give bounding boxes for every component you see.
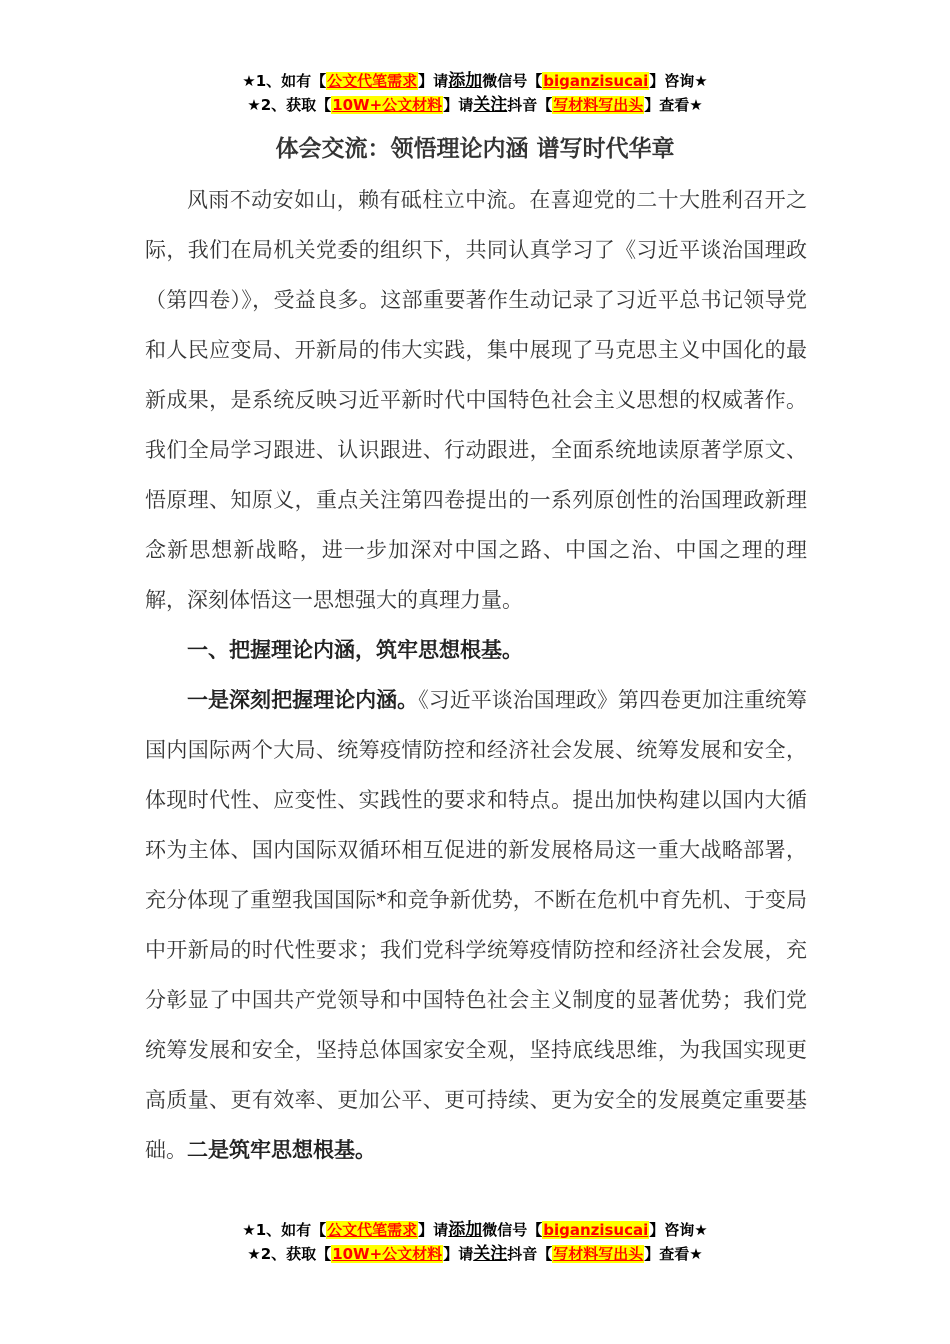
banner-text: 抖音【 xyxy=(507,96,553,114)
header-banner xyxy=(0,69,950,117)
paragraph-section-1 xyxy=(145,675,807,1175)
document-body xyxy=(145,175,807,1175)
banner-emphasis: 关注 xyxy=(473,1244,508,1264)
document-title: 体会交流：领悟理论内涵 谱写时代华章 xyxy=(275,136,675,162)
banner-text: 】查看★ xyxy=(644,1245,703,1263)
banner-highlight: biganzisucai xyxy=(543,1221,649,1239)
banner-highlight: 公文代笔需求 xyxy=(327,72,418,90)
banner-emphasis: 添加 xyxy=(448,1220,483,1240)
banner-line-1 xyxy=(0,1218,950,1242)
banner-text: 】咨询★ xyxy=(649,1221,708,1239)
banner-highlight: 10W+公文材料 xyxy=(332,1245,443,1263)
banner-text: 】查看★ xyxy=(644,96,703,114)
paragraph-lead: 一是深刻把握理论内涵。 xyxy=(187,688,419,712)
paragraph-body: 《习近平谈治国理政》第四卷更加注重统筹国内国际两个大局、统筹疫情防控和经济社会发展、统筹发展和安全，体现时代性、应变性、实践性的要求和特点。提出加快构建以国内大循环为主体、国内国际双循环相互促进的新发展格局这一重大战略部署，充分体现了重塑我国国际*和竞争新优势，不断在危机中育先机、于变局中开新局的时代性要求；我们党科学统筹疫情防控和经济社会发展，充分彰显了中国共产党领导和中国特色社会主义制度的显著优势；我们党统筹发展和安全，坚持总体国家安全观，坚持底线思维，为我国实现更高质量、更有效率、更加公平、更可持续、更为安全的发展奠定重要基础。 xyxy=(145,688,808,1162)
banner-emphasis: 添加 xyxy=(448,71,483,91)
banner-text: ★1、如有【 xyxy=(242,1221,327,1239)
banner-text: 】请 xyxy=(418,1221,449,1239)
banner-text: 微信号【 xyxy=(482,1221,543,1239)
banner-highlight: 写材料写出头 xyxy=(553,96,644,114)
banner-text: 】请 xyxy=(443,96,474,114)
banner-highlight: 10W+公文材料 xyxy=(332,96,443,114)
footer-banner xyxy=(0,1218,950,1266)
paragraph-intro: 风雨不动安如山，赖有砥柱立中流。在喜迎党的二十大胜利召开之际，我们在局机关党委的组织下，共同认真学习了《习近平谈治国理政（第四卷）》，受益良多。这部重要著作生动记录了习近平总书记领导党和人民应变局、开新局的伟大实践，集中展现了马克思主义中国化的最新成果，是系统反映习近平新时代中国特色社会主义思想的权威著作。我们全局学习跟进、认识跟进、行动跟进，全面系统地读原著学原文、悟原理、知原义，重点关注第四卷提出的一系列原创性的治国理政新理念新思想新战略，进一步加深对中国之路、中国之治、中国之理的理解，深刻体悟这一思想强大的真理力量。 xyxy=(145,188,807,612)
banner-emphasis: 关注 xyxy=(473,95,508,115)
banner-text: ★2、获取【 xyxy=(247,96,332,114)
banner-text: ★1、如有【 xyxy=(242,72,327,90)
banner-highlight: biganzisucai xyxy=(543,72,649,90)
banner-text: 】咨询★ xyxy=(649,72,708,90)
paragraph-tail: 二是筑牢思想根基。 xyxy=(187,1138,376,1162)
section-heading: 一、把握理论内涵，筑牢思想根基。 xyxy=(187,638,523,662)
banner-line-2 xyxy=(0,93,950,117)
banner-text: 】请 xyxy=(443,1245,474,1263)
banner-text: ★2、获取【 xyxy=(247,1245,332,1263)
banner-text: 抖音【 xyxy=(507,1245,553,1263)
banner-highlight: 公文代笔需求 xyxy=(327,1221,418,1239)
banner-text: 微信号【 xyxy=(482,72,543,90)
banner-line-1 xyxy=(0,69,950,93)
banner-highlight: 写材料写出头 xyxy=(553,1245,644,1263)
banner-text: 】请 xyxy=(418,72,449,90)
banner-line-2 xyxy=(0,1242,950,1266)
